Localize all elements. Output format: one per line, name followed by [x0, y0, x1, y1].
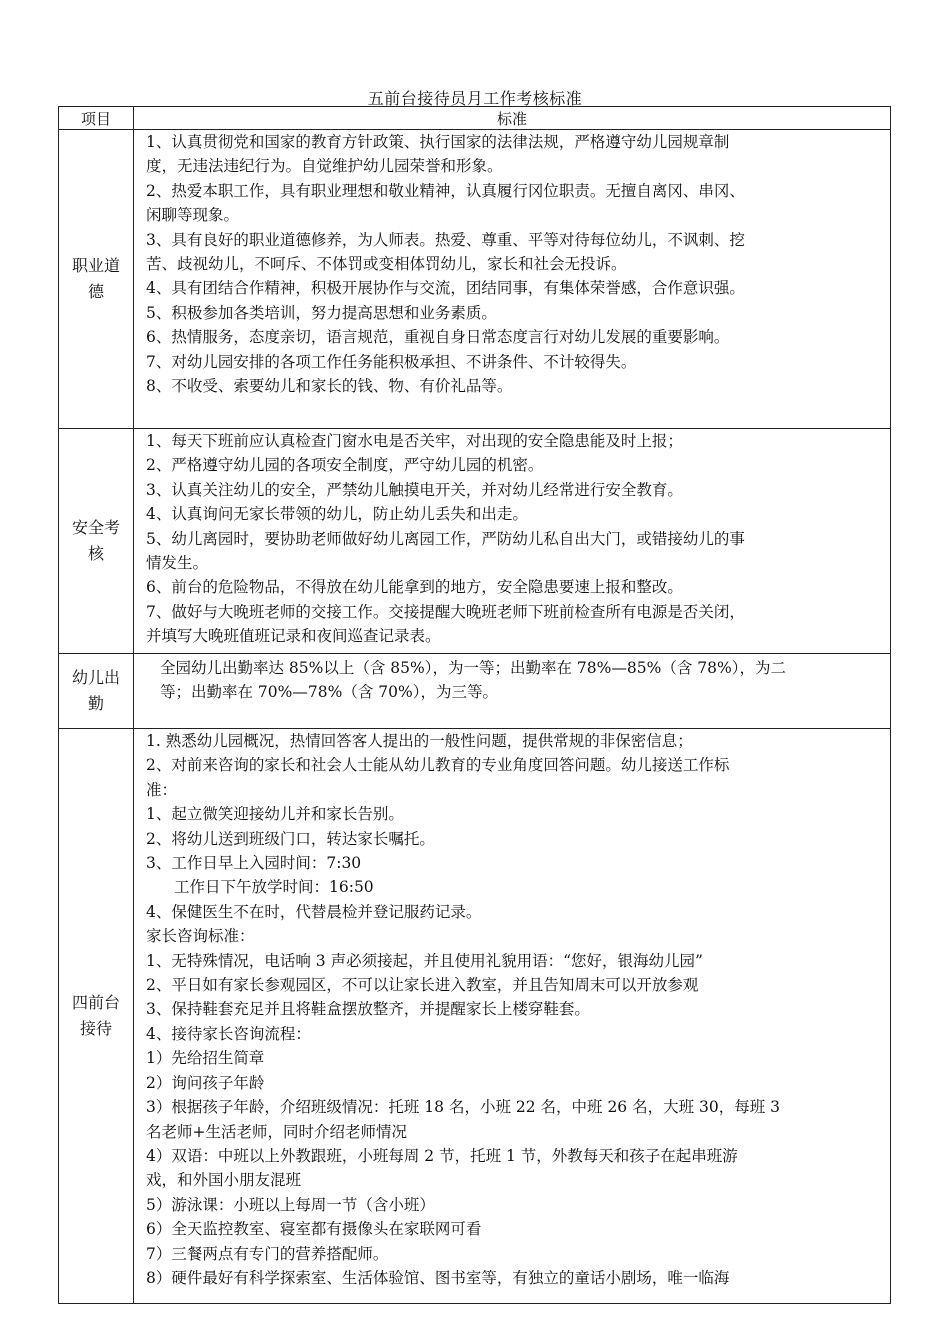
standard-line: 1. 熟悉幼儿园概况，热情回答客人提出的一般性问题，提供常规的非保密信息； [146, 732, 693, 750]
standard-line: 7、做好与大晚班老师的交接工作。交接提醒大晚班老师下班前检查所有电源是否关闭， [146, 602, 745, 621]
standard-text [134, 130, 890, 421]
row-item-label: 职业道德 [71, 256, 120, 301]
standard-line: 5、幼儿离园时，要协助老师做好幼儿离园工作，严防幼儿私自出大门，或错接幼儿的事 [146, 529, 745, 548]
standard-line: 5）游泳课：小班以上每周一节（含小班） [146, 1195, 435, 1214]
row-item-label: 四前台接待 [71, 993, 120, 1038]
standard-line: 8）硬件最好有科学探索室、生活体验馆、图书室等，有独立的童话小剧场，唯一临海 [146, 1268, 730, 1287]
standard-line: 名老师+生活老师，同时介绍老师情况 [146, 1122, 407, 1141]
standard-line: 4、认真询问无家长带领的幼儿，防止幼儿丢失和出走。 [146, 505, 528, 524]
standard-line: 3、工作日早上入园时间：7:30 [146, 854, 362, 873]
standard-line: 工作日下午放学时间：16:50 [174, 878, 374, 897]
table-row [59, 729, 891, 1304]
standard-line: 家长咨询标准： [146, 927, 255, 946]
row-item-cell [59, 654, 134, 729]
standard-line: 并填写大晚班值班记录和夜间巡查记录表。 [146, 627, 441, 646]
table-row [59, 429, 891, 654]
standard-line: 3、具有良好的职业道德修养，为人师表。热爱、尊重、平等对待每位幼儿，不讽刺、挖 [146, 230, 745, 249]
standard-line: 1、每天下班前应认真检查门窗水电是否关牢，对出现的安全隐患能及时上报； [146, 432, 683, 450]
table-header-row [59, 107, 891, 130]
standard-line: 1）先给招生简章 [146, 1049, 265, 1068]
standard-line: 6、热情服务，态度亲切，语言规范，重视自身日常态度言行对幼儿发展的重要影响。 [146, 328, 730, 347]
standard-line: 2、对前来咨询的家长和社会人士能从幼儿教育的专业角度回答问题。幼儿接送工作标 [146, 756, 730, 775]
standard-line: 6）全天监控教室、寝室都有摄像头在家联网可看 [146, 1220, 482, 1239]
standard-line: 戏，和外国小朋友混班 [146, 1171, 302, 1190]
header-item: 项目 [59, 107, 134, 130]
standard-line: 1、起立微笑迎接幼儿并和家长告别。 [146, 805, 404, 824]
standard-line: 准： [146, 780, 178, 799]
row-standard-cell [134, 654, 891, 729]
standard-line: 4、接待家长咨询流程： [146, 1024, 311, 1043]
standard-text [134, 729, 890, 1303]
standard-line: 1、认真贯彻党和国家的教育方针政策、执行国家的法律法规，严格遵守幼儿园规章制 [146, 133, 730, 151]
header-standard: 标准 [134, 107, 891, 130]
standard-line: 2）询问孩子年龄 [146, 1073, 265, 1092]
row-item-cell [59, 130, 134, 429]
standard-line: 2、热爱本职工作，具有职业理想和敬业精神，认真履行冈位职责。无擅自离冈、串冈、 [146, 181, 745, 200]
standard-line: 4、保健医生不在时，代替晨检并登记服药记录。 [146, 902, 482, 921]
row-standard-cell [134, 429, 891, 654]
standard-line: 5、积极参加各类培训，努力提高思想和业务素质。 [146, 303, 497, 322]
standard-text [134, 429, 890, 649]
standards-table [58, 106, 891, 1304]
standard-line: 3）根据孩子年龄，介绍班级情况：托班 18 名，小班 22 名，中班 26 名，大班 30，每班 3 [146, 1098, 781, 1117]
standard-line: 等；出勤率在 70%—78%（含 70%），为三等。 [160, 683, 498, 702]
standard-line: 4、具有团结合作精神，积极开展协作与交流，团结同事，有集体荣誉感，合作意识强。 [146, 279, 745, 298]
standard-line: 2、平日如有家长参观园区，不可以让家长进入教室，并且告知周末可以开放参观 [146, 976, 699, 995]
row-item-label: 安全考核 [71, 518, 120, 563]
standard-line: 全园幼儿出勤率达 85%以上（含 85%），为一等；出勤率在 78%—85%（含 78%），为二 [160, 659, 786, 677]
standard-line: 4）双语：中班以上外教跟班，小班每周 2 节，托班 1 节，外教每天和孩子在起串班游 [146, 1146, 738, 1165]
table-row [59, 130, 891, 429]
table-row [59, 654, 891, 729]
standard-line: 2、严格遵守幼儿园的各项安全制度，严守幼儿园的机密。 [146, 456, 544, 475]
standard-line: 3、保持鞋套充足并且将鞋盒摆放整齐，并提醒家长上楼穿鞋套。 [146, 1000, 590, 1019]
standard-line: 苦、歧视幼儿，不呵斥、不体罚或变相体罚幼儿，家长和社会无投诉。 [146, 255, 627, 274]
standard-line: 3、认真关注幼儿的安全，严禁幼儿触摸电开关，并对幼儿经常进行安全教育。 [146, 480, 683, 499]
standard-line: 2、将幼儿送到班级门口，转达家长嘱托。 [146, 829, 435, 848]
standard-line: 情发生。 [146, 554, 209, 573]
standard-line: 7）三餐两点有专门的营养搭配师。 [146, 1244, 389, 1263]
standard-line: 1、无特殊情况，电话响 3 声必须接起，并且使用礼貌用语：“您好，银海幼儿园” [146, 951, 703, 970]
standard-line: 闲聊等现象。 [146, 206, 240, 225]
standard-line: 度，无违法违纪行为。自觉维护幼儿园荣誉和形象。 [146, 157, 503, 176]
standard-line: 7、对幼儿园安排的各项工作任务能积极承担、不讲条件、不计较得失。 [146, 352, 637, 371]
standard-line: 6、前台的危险物品，不得放在幼儿能拿到的地方，安全隐患要速上报和整改。 [146, 578, 683, 597]
standard-text [134, 654, 890, 728]
row-item-cell [59, 429, 134, 654]
row-standard-cell [134, 130, 891, 429]
row-standard-cell [134, 729, 891, 1304]
row-item-label: 幼儿出勤 [71, 668, 120, 713]
page-title: 五前台接待员月工作考核标准 [367, 89, 583, 108]
standard-line: 8、不收受、索要幼儿和家长的钱、物、有价礼品等。 [146, 377, 513, 396]
row-item-cell [59, 729, 134, 1304]
